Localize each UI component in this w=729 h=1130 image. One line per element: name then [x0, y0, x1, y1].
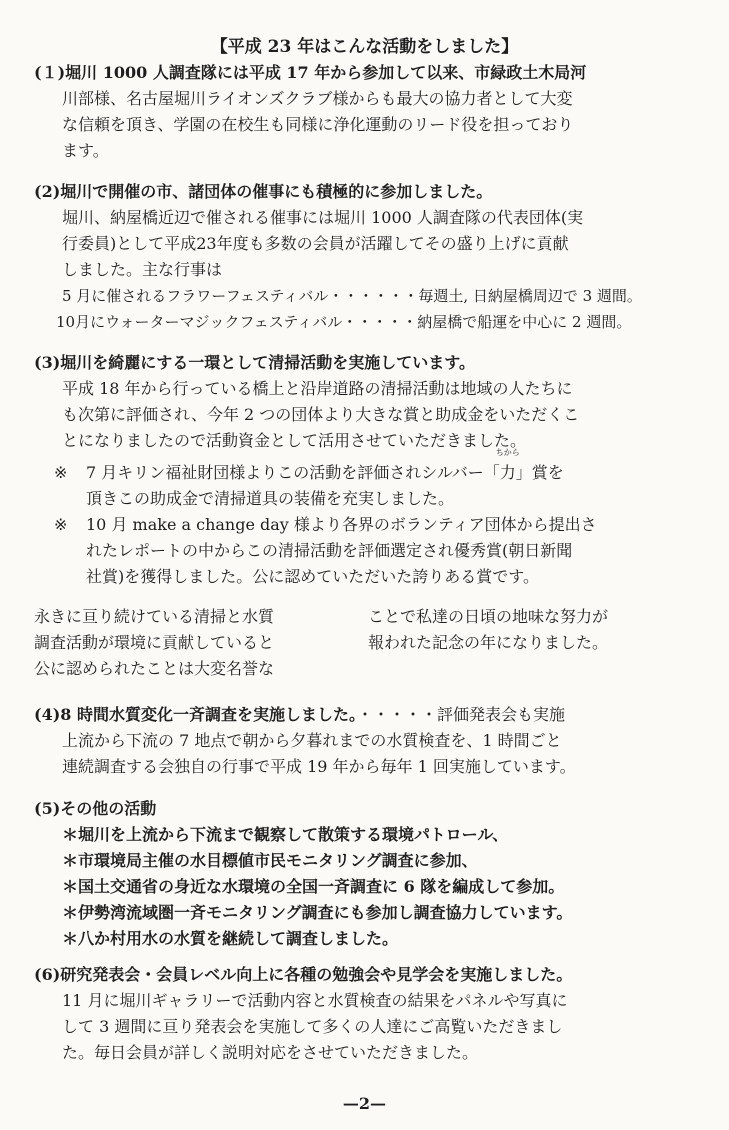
- ruby-reading: ちから: [495, 448, 520, 457]
- summary-right-column: [368, 604, 698, 656]
- summary-line: 公に認められたことは大変名誉な: [34, 659, 275, 678]
- section-1-line: 川部様、名古屋堀川ライオンズクラブ様からも最大の協力者として大変: [62, 89, 573, 108]
- note-kirin: [34, 448, 698, 512]
- ruby-chikara: [495, 448, 520, 486]
- section-6-body-line: して 3 週間に亘り発表会を実施して多くの人達にご高覧いただきまし: [62, 1017, 563, 1036]
- section-5: [34, 796, 698, 952]
- event-item: 10月にウォーターマジックフェスティバル・・・・・納屋橋で船運を中心に 2 週間。: [56, 313, 632, 331]
- summary-line: ことで私達の日頃の地味な努力が: [368, 607, 609, 626]
- summary-line: 永きに亘り続けている清掃と水質: [34, 607, 275, 626]
- page-number: —2—: [342, 1094, 387, 1113]
- event-item: 5 月に催されるフラワーフェスティバル・・・・・・毎週土, 日納屋橋周辺で 3 週間。: [62, 287, 642, 305]
- section-4: [34, 702, 698, 780]
- note-make-a-change-line: れたレポートの中からこの清掃活動を評価選定され優秀賞(朝日新聞: [86, 541, 573, 560]
- note-kirin-line: 頂きこの助成金で清掃道具の装備を充実しました。: [86, 489, 455, 508]
- section-4-body-line: 上流から下流の 7 地点で朝から夕暮れまでの水質検査を、1 時間ごと: [62, 731, 562, 750]
- note-kirin-text: 7 月キリン福祉財団様よりこの活動を評価されシルバー「: [86, 463, 500, 482]
- activity-bullet: ＊堀川を上流から下流まで観察して散策する環境パトロール、: [62, 825, 509, 844]
- section-4-suffix: ・・・・・評価発表会も実施: [356, 705, 565, 724]
- note-kirin-text: 」賞を: [515, 463, 564, 482]
- note-mark: ※: [54, 515, 68, 534]
- note-kirin-line: [86, 448, 698, 486]
- activity-bullet: ＊伊勢湾流域圏一斉モニタリング調査にも参加し調査協力しています。: [62, 903, 573, 922]
- section-3: [34, 350, 698, 590]
- section-2-body-line: 行委員)として平成23年度も多数の会員が活躍してその盛り上げに貢献: [62, 234, 569, 253]
- section-6-body-line: た。毎日会員が詳しく説明対応をさせていただきました。: [62, 1043, 479, 1062]
- note-make-a-change-line: 社賞)を獲得しました。公に認めていただいた誇りある賞です。: [86, 567, 539, 586]
- section-6-body-line: 11 月に堀川ギャラリーで活動内容と水質検査の結果をパネルや写真に: [62, 991, 568, 1010]
- section-1-line: な信頼を頂き、学園の在校生も同様に浄化運動のリード役を担っており: [62, 115, 574, 134]
- section-5-heading: (5)その他の活動: [34, 799, 157, 818]
- note-make-a-change-line: 10 月 make a change day 様より各界のボランティア団体から提出さ: [86, 515, 597, 534]
- section-2-body-line: しました。主な行事は: [62, 260, 223, 279]
- note-mark: ※: [54, 463, 68, 482]
- section-6: [34, 962, 698, 1066]
- section-1-line: (１)堀川 1000 人調査隊には平成 17 年から参加して以来、市緑政土木局河: [34, 63, 587, 82]
- section-2-body-line: 堀川、納屋橋近辺で催される催事には堀川 1000 人調査隊の代表団体(実: [62, 208, 584, 227]
- activity-bullet: ＊市環境局主催の水目標値市民モニタリング調査に参加、: [62, 851, 478, 870]
- section-4-body-line: 連続調査する会独自の行事で平成 19 年から毎年 1 回実施しています。: [62, 757, 576, 776]
- section-1-line: ます。: [62, 141, 109, 160]
- summary-left-column: [34, 604, 344, 682]
- page-title: 【平成 23 年はこんな活動をしました】: [210, 37, 519, 57]
- section-2-heading: (2)堀川で開催の市、諸団体の催事にも積極的に参加しました。: [34, 182, 493, 201]
- summary-line: 調査活動が環境に貢献していると: [34, 633, 275, 652]
- section-4-heading: (4)8 時間水質変化一斉調査を実施しました。: [34, 705, 357, 724]
- activity-bullet: ＊八か村用水の水質を継続して調査しました。: [62, 929, 399, 948]
- section-1: [34, 60, 698, 164]
- section-3-body-line: も次第に評価され、今年 2 つの団体より大きな賞と助成金をいただくこ: [62, 405, 580, 424]
- activity-bullet: ＊国土交通省の身近な水環境の全国一斉調査に 6 隊を編成して参加。: [62, 877, 565, 896]
- section-3-heading: (3)堀川を綺麗にする一環として清掃活動を実施しています。: [34, 353, 475, 372]
- section-4-heading-line: [34, 702, 698, 728]
- note-make-a-change: [34, 512, 698, 590]
- ruby-base: 力: [499, 463, 516, 482]
- section-6-heading: (6)研究発表会・会員レベル向上に各種の勉強会や見学会を実施しました。: [34, 965, 573, 984]
- section-3-body-line: 平成 18 年から行っている橋上と沿岸道路の清掃活動は地域の人たちに: [62, 379, 573, 398]
- section-3-body-line: とになりましたので活動資金として活用させていただきました。: [62, 431, 527, 450]
- section-2: [34, 179, 698, 335]
- summary-line: 報われた記念の年になりました。: [368, 633, 609, 652]
